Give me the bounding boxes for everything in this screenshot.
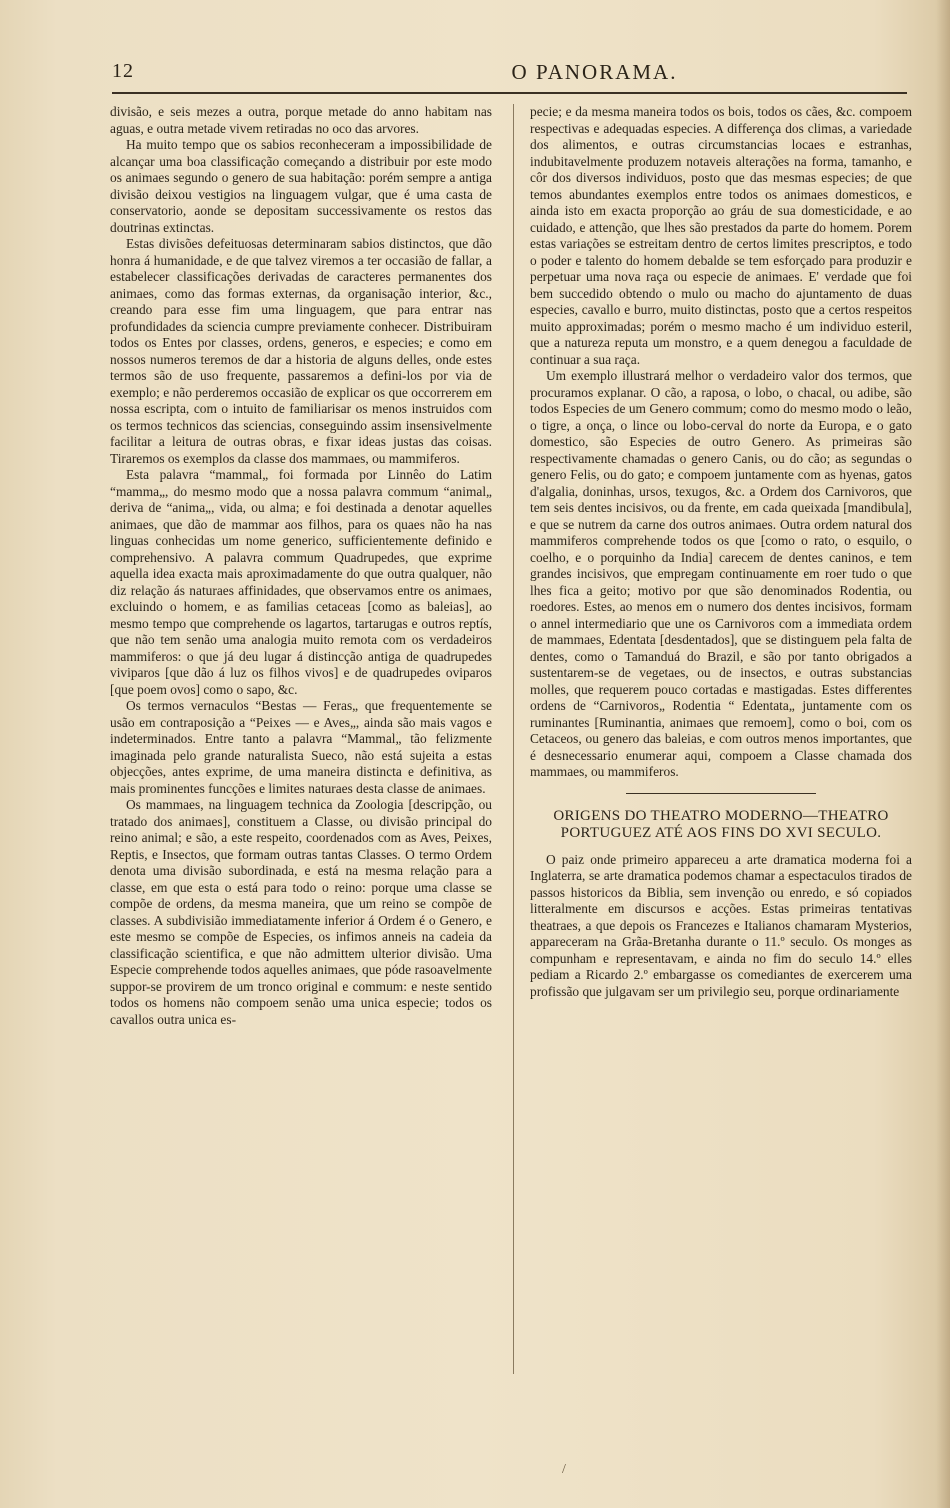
paragraph: Ha muito tempo que os sabios reconheceram a impossibilidade de alcançar uma boa classificação começando a distribuir por este modo os animaes segundo o genero de sua habitação: porém sempre a antiga divisão deixou vestigios na linguagem vulgar, que é uma casta de conservatorio, aonde se depositam successivamente os restos das doutrinas extinctas. (110, 137, 492, 235)
page-header (112, 60, 907, 90)
paragraph: divisão, e seis mezes a outra, porque metade do anno habitam nas aguas, e outra metade vivem retiradas no oco das arvores. (110, 104, 492, 136)
paragraph: Esta palavra “mammal„ foi formada por Linnêo do Latim “mamma„, do mesmo modo que a nossa palavra commum “animal„ deriva de “anima„, vida, ou alma; e foi destinada a denotar aquelles animaes, que dão de mammar aos filhos, para os quaes não ha nas linguas conhecidas um nome generico, sufficientemente definido e comprehensivo. A palavra commum Quadrupedes, que exprime aquella idea exacta mais aproximadamente do que outra qualquer, não diz relação ás naturaes affinidades, que observamos entre os animaes, excluindo o homem, e as familias cetaceas [como as baleias], ao mesmo tempo que comprehende os lagartos, tartarugas e outros reptís, que não tem senão uma analogia muito remota com os verdadeiros mammiferos: o que já deu lugar á distincção antiga de quadrupedes viviparos [que dão á luz os filhos vivos] e de quadrupedes oviparos [que poem ovos] como o sapo, &c. (110, 467, 492, 697)
column-divider (513, 104, 514, 1374)
running-title: O PANORAMA. (511, 60, 678, 84)
paragraph: Os mammaes, na linguagem technica da Zoologia [descripção, ou tratado dos animaes], constituem a Classe, ou divisão principal do reino animal; e são, a este respeito, coordenados com as Aves, Peixes, Reptis, e Insectos, que formam outras tantas Classes. O termo Ordem denota uma divisão subordinada, e está na mesma relação para a classe, em que esta o está para todo o reino: porque uma classe se compõe de ordens, da mesma maneira, que um reino se compõe de classes. A subdivisião immediatamente inferior á Ordem é o Genero, e este mesmo se compõe de Especies, os infimos anneis na cadeia da classificação scientifica, e que não admittem ulterior divisão. Uma Especie comprehende todos aquelles animaes, que póde rasoavelmente suppor-se provirem de um tronco original e commum: e neste sentido todos os homens não compoem senão uma unica especie; todos os cavallos outra unica es- (110, 797, 492, 1027)
article-separator (626, 793, 816, 794)
paragraph: Um exemplo illustrará melhor o verdadeiro valor dos termos, que procuramos explanar. O cão, a raposa, o lobo, o chacal, ou adibe, são todos Especies de um Genero commum; como do mesmo modo o leão, o tigre, a onça, o lince ou lobo-cerval do norte da Europa, e o gato domestico, são Especies de outro Genero. As primeiras são respectivamente chamadas o genero Canis, ou do cão; as segundas o genero Felis, ou do gato; e compoem juntamente com as hyenas, gatos d'algalia, doninhas, ursos, texugos, &c. a Ordem dos Carnivoros, que tem seis dentes incisivos, ou da frente, em cada queixada [mandibula], e que se nutrem da carne dos outros animaes. Outra ordem natural dos mammiferos comprehende todos os que [como o rato, o esquilo, o coelho, e o porquinho da India] carecem de dentes caninos, e tem grandes incisivos, que empregam continuamente em roer tudo o que lhes fica a geito; motivo por que são denominados Rodentia, ou roedores. Estes, ao menos em o numero dos dentes incisivos, formam o annel intermediario que une os Carnivoros com a immediata ordem de mammaes, Edentata [desdentados], que se distinguem pela falta de dentes, como o Tamanduá do Brazil, e são por tanto obrigados a sustentarem-se de vegetaes, ou de insectos, e outras substancias molles, que requerem pouco cortadas e mastigadas. Estes differentes ordens de “Carnivoros„ Rodentia “ Edentata„ juntamente com os ruminantes [Ruminantia, animaes que remoem], como o boi, com os Cetaceos, ou genero das baleias, e com outros menos importantes, que é desnecessario enumerar aqui, compoem a Classe chamada dos mammaes, ou mammiferos. (530, 368, 912, 779)
paragraph: pecie; e da mesma maneira todos os bois, todos os cães, &c. compoem respectivas e adequadas especies. A differença dos climas, a variedade dos alimentos, e outras circumstancias locaes e estranhas, indubitavelmente produzem notaveis alterações na forma, tamanho, e côr dos diversos individuos, posto que das mesmas especies; de que temos abundantes exemplos entre todos os animaes domesticos, e ainda isto em exacta proporção ao gráu de sua domesticidade, e ao cuidado, e attenção, que lhes são prestados da parte do homem. Porem estas variações se estreitam dentro de certos limites prescriptos, e todo o poder e talento do homem debalde se tem esforçado para produzir e perpetuar uma nova raça ou especie de animaes. E' verdade que foi bem succedido obtendo o mulo ou macho do ajuntamento de duas especies, cavallo e burro, muito distinctas, posto que a certos respeitos muito approximadas; porém o mesmo macho é um individuo esteril, que a natureza reputa um monstro, e a quem denegou a faculdade de continuar a sua raça. (530, 104, 912, 367)
article-title: ORIGENS DO THEATRO MODERNO—THEATRO PORTUGUEZ ATÉ AOS FINS DO XVI SECULO. (553, 807, 889, 841)
paragraph: Os termos vernaculos “Bestas — Feras„ que frequentemente se usão em contraposição a “Peixes — e Aves„, ainda são mais vagos e indeterminados. Entre tanto a palavra “Mammal„ tão felizmente imaginada pelo grande naturalista Sueco, não está sujeita a estas objecções, antes exprime, de uma maneira distincta e definitiva, as mais prominentes funcções e limites naturaes desta classe de animaes. (110, 698, 492, 796)
right-column (530, 104, 912, 1374)
footer-mark: / (562, 1462, 566, 1477)
page-number: 12 (112, 60, 134, 82)
page-edge-shadow (936, 0, 950, 1508)
paragraph: Estas divisões defeituosas determinaram sabios distinctos, que dão honra á humanidade, e de que talvez viremos a ter occasião de fallar, a estabelecer classificações derivadas de caracteres permanentes dos animaes, como das formas externas, da organisação interior, &c., creando para esse fim uma linguagem, que para entrar nas profundidades da sciencia cumpre previamente conhecer. Distribuiram todos os Entes por classes, ordens, generos, e especies; e como em nossos numeros teremos de dar a historia de alguns delles, onde estes termos são de uso frequente, passaremos a defini-los por via de exemplo; e não perderemos occasião de explicar os que occorrerem em nossa escripta, com o intuito de familiarisar os menos instruidos com os termos technicos das sciencias, conseguindo assim insensivelmente facilitar a leitura de outras obras, e fixar ideas justas das coisas. Tiraremos os exemplos da classe dos mammaes, ou mammiferos. (110, 236, 492, 466)
left-column (110, 104, 492, 1374)
paragraph: O paiz onde primeiro appareceu a arte dramatica moderna foi a Inglaterra, se arte dramatica podemos chamar a espectaculos tirados de passos historicos da Biblia, sem invenção ou enredo, e só copiados litteralmente em discursos e acções. Estas primeiras tentativas theatraes, a que depois os Francezes e Italianos chamaram Mysterios, appareceram na Grãa-Bretanha durante o 11.º seculo. Os monges as compunham e representavam, e ainda no fim do seculo 14.º elles pediam a Ricardo 2.º embargasse os comediantes de exercerem uma profissão que julgavam ser um privilegio seu, porque ordinariamente (530, 851, 912, 999)
header-rule (112, 92, 907, 94)
